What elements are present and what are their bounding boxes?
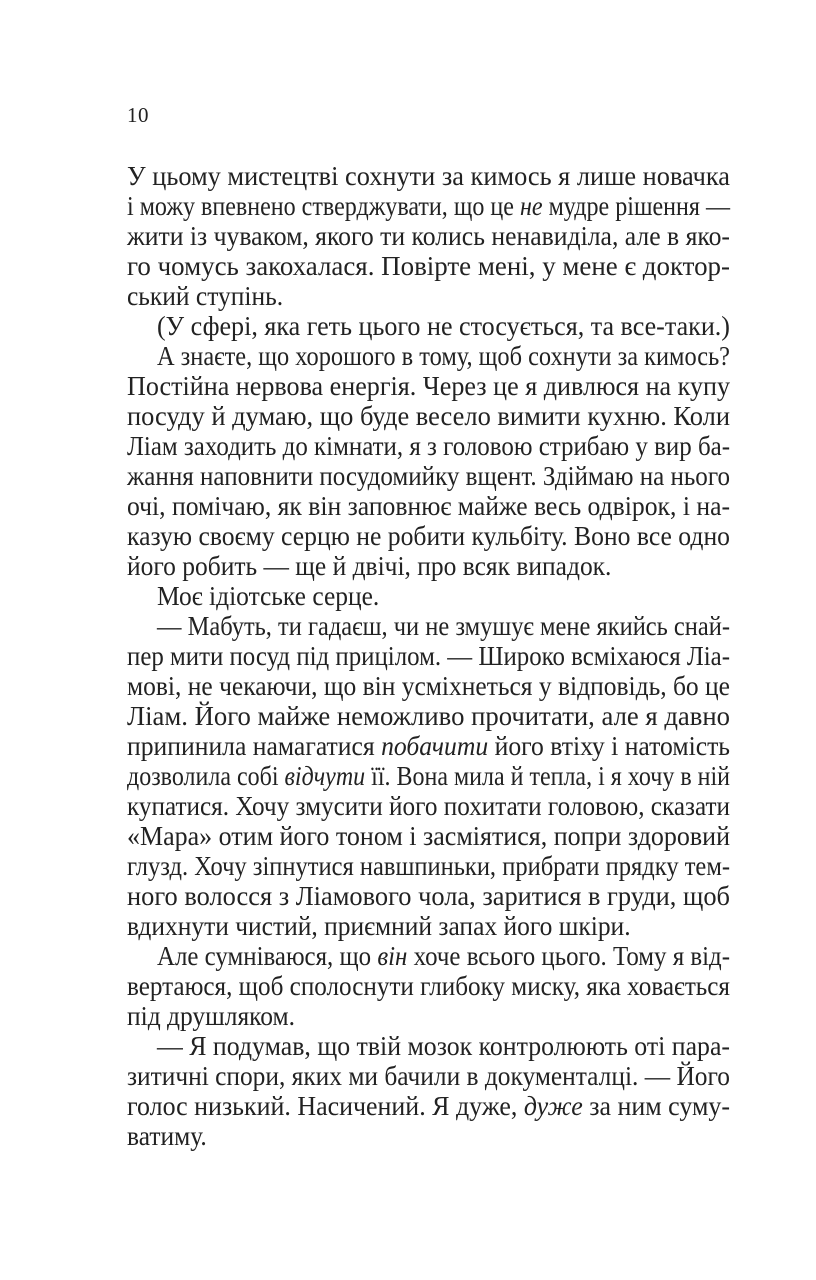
text-line bbox=[127, 761, 730, 791]
text-line-content: Але сумніваюся, що він хоче всього цього. Тому я від- bbox=[157, 941, 730, 971]
text-line-content: вдихнути чистий, приємний запах його шкіри. bbox=[127, 911, 631, 941]
text-line bbox=[127, 971, 730, 1001]
text-line bbox=[127, 491, 730, 521]
text-line bbox=[127, 791, 730, 821]
text-line-content: вертаюся, щоб сполоснути глибоку миску, яка ховається bbox=[127, 971, 730, 1001]
italic-text: відчути bbox=[284, 761, 366, 791]
text-line-content: У цьому мистецтві сохнути за кимось я лише новачка bbox=[127, 161, 730, 191]
text-line-content: ський ступінь. bbox=[127, 281, 284, 311]
text-line bbox=[127, 701, 730, 731]
text-line bbox=[127, 221, 730, 251]
text-line-content: очі, помічаю, як він заповнює майже весь одвірок, і на- bbox=[127, 491, 730, 521]
text-line bbox=[127, 611, 730, 641]
text-line-content: голос низький. Насичений. Я дуже, дуже за ним суму- bbox=[127, 1091, 730, 1121]
text-line-content: припинила намагатися побачити його втіху і натомість bbox=[127, 731, 730, 761]
text-line bbox=[127, 851, 730, 881]
text-line bbox=[127, 431, 730, 461]
text-line-content: глузд. Хочу зіпнутися навшпиньки, прибрати прядку тем- bbox=[127, 851, 730, 881]
text-line bbox=[127, 551, 730, 581]
text-line-content: «Мара» отим його тоном і засміятися, попри здоровий bbox=[127, 821, 730, 851]
text-line-content: (У сфері, яка геть цього не стосується, та все-таки.) bbox=[157, 311, 730, 341]
text-line bbox=[127, 671, 730, 701]
text-line bbox=[127, 941, 730, 971]
text-line-content: Ліам заходить до кімнати, я з головою стрибаю у вир ба- bbox=[127, 431, 730, 461]
text-line bbox=[127, 281, 730, 311]
text-line bbox=[127, 161, 730, 191]
text-line-content: казую своєму серцю не робити кульбіту. Воно все одно bbox=[127, 521, 730, 551]
text-line-content: Моє ідіотське серце. bbox=[157, 581, 380, 611]
text-line bbox=[127, 401, 730, 431]
text-line-content: жити із чуваком, якого ти колись ненавиділа, але в яко- bbox=[127, 221, 730, 251]
italic-text: дуже bbox=[523, 1091, 583, 1121]
text-line bbox=[127, 1091, 730, 1121]
italic-text: побачити bbox=[381, 731, 489, 761]
text-line-content: жання наповнити посудомийку вщент. Здіймаю на нього bbox=[127, 461, 730, 491]
text-line-content: і можу впевнено стверджувати, що це не мудре рішення — bbox=[127, 191, 730, 221]
text-line bbox=[127, 821, 730, 851]
page-number: 10 bbox=[127, 103, 149, 127]
text-line bbox=[127, 341, 730, 371]
text-line-content: дозволила собі відчути її. Вона мила й тепла, і я хочу в ній bbox=[127, 761, 730, 791]
text-line bbox=[127, 371, 730, 401]
italic-text: не bbox=[519, 191, 543, 221]
text-line-content: під друшляком. bbox=[127, 1001, 295, 1031]
text-line-content: пер мити посуд під прицілом. — Широко всміхаюся Ліа- bbox=[127, 641, 730, 671]
text-line bbox=[127, 1001, 730, 1031]
text-line-content: зитичні спори, яких ми бачили в документалці. — Його bbox=[127, 1061, 730, 1091]
text-line bbox=[127, 251, 730, 281]
text-line-content: ного волосся з Ліамового чола, заритися в груди, щоб bbox=[127, 881, 730, 911]
text-line-content: посуду й думаю, що буде весело вимити кухню. Коли bbox=[127, 401, 730, 431]
text-line bbox=[127, 1121, 730, 1151]
page-text bbox=[127, 161, 730, 1151]
text-line bbox=[127, 731, 730, 761]
text-line bbox=[127, 311, 730, 341]
text-line bbox=[127, 581, 730, 611]
text-line-content: Ліам. Його майже неможливо прочитати, але я давно bbox=[127, 701, 730, 731]
text-line bbox=[127, 1031, 730, 1061]
text-line-content: його робить — ще й двічі, про всяк випадок. bbox=[127, 551, 612, 581]
text-line bbox=[127, 1061, 730, 1091]
text-line-content: мові, не чекаючи, що він усміхнеться у відповідь, бо це bbox=[127, 671, 730, 701]
text-line bbox=[127, 911, 730, 941]
text-line-content: А знаєте, що хорошого в тому, щоб сохнути за кимось? bbox=[157, 341, 730, 371]
text-line bbox=[127, 191, 730, 221]
text-line-content: — Мабуть, ти гадаєш, чи не змушує мене якийсь снай- bbox=[157, 611, 730, 641]
text-line bbox=[127, 521, 730, 551]
italic-text: він bbox=[377, 941, 408, 971]
text-line-content: купатися. Хочу змусити його похитати головою, сказати bbox=[127, 791, 730, 821]
text-line-content: Постійна нервова енергія. Через це я дивлюся на купу bbox=[127, 371, 730, 401]
text-line bbox=[127, 881, 730, 911]
text-line bbox=[127, 461, 730, 491]
text-line-content: ватиму. bbox=[127, 1121, 207, 1151]
text-line-content: — Я подумав, що твій мозок контролюють оті пара- bbox=[157, 1031, 730, 1061]
text-line bbox=[127, 641, 730, 671]
text-line-content: го чомусь закохалася. Повірте мені, у мене є доктор- bbox=[127, 251, 730, 281]
